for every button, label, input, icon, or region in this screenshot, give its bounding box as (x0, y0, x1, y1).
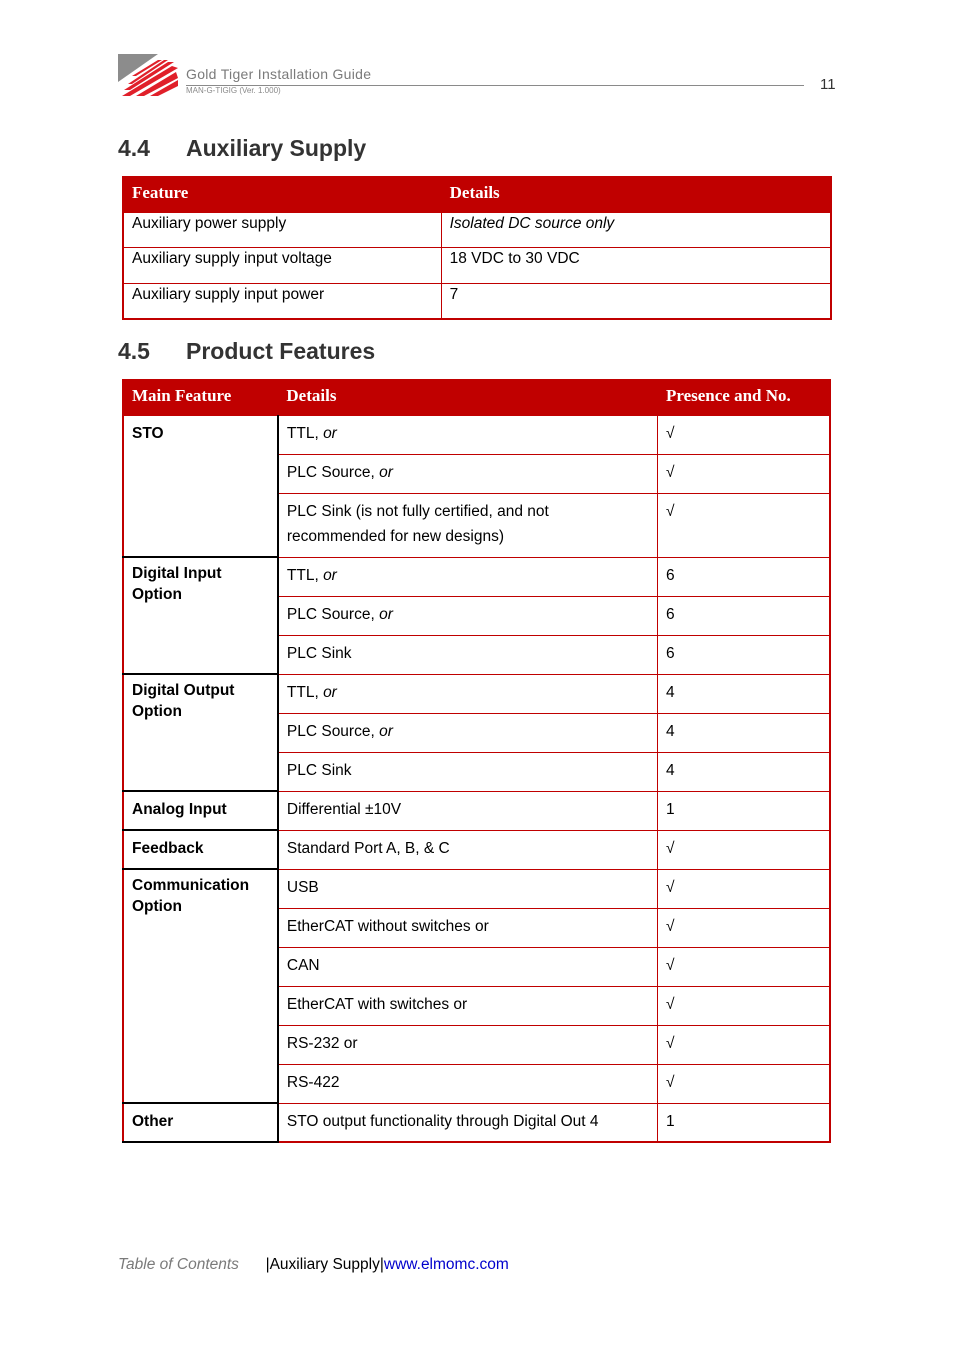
details-cell (278, 713, 658, 752)
table-header-row (123, 380, 830, 415)
details-cell: RS-422 (278, 1064, 658, 1103)
column-header-presence: Presence and No. (657, 380, 830, 415)
main-feature-cell: Analog Input (123, 791, 278, 830)
table-row (123, 415, 830, 454)
column-header-main-feature: Main Feature (123, 380, 278, 415)
page-number: 11 (820, 76, 836, 93)
detail-emphasis: or (379, 722, 393, 740)
presence-cell: √ (657, 869, 830, 908)
website-link[interactable]: www.elmomc.com (383, 1256, 509, 1273)
page-footer (118, 1256, 509, 1274)
presence-cell: √ (657, 415, 830, 454)
column-header-details: Details (278, 380, 658, 415)
presence-cell: 6 (657, 557, 830, 596)
page-header (0, 0, 954, 110)
details-cell: 7 (441, 283, 831, 319)
detail-emphasis: or (323, 683, 337, 701)
details-cell: PLC Sink (278, 635, 658, 674)
detail-text: TTL, (286, 566, 324, 584)
table-header-row (123, 177, 831, 212)
section-number: 4.5 (118, 338, 150, 364)
detail-text: TTL, (286, 424, 324, 442)
details-cell: Differential ±10V (278, 791, 658, 830)
details-cell: Isolated DC source only (441, 212, 831, 248)
elmo-logo-icon (118, 54, 178, 96)
section-number: 4.4 (118, 135, 150, 161)
details-cell (278, 454, 658, 493)
main-feature-cell: Digital Output Option (123, 674, 278, 791)
section-title: Auxiliary Supply (186, 135, 367, 161)
section-heading-product-features (118, 338, 375, 365)
details-cell (278, 415, 658, 454)
document-code: MAN-G-TIGIG (Ver. 1.000) (186, 86, 281, 95)
table-row (123, 674, 830, 713)
details-cell: CAN (278, 947, 658, 986)
presence-cell: √ (657, 908, 830, 947)
feature-cell: Auxiliary supply input power (123, 283, 441, 319)
details-cell: EtherCAT without switches or (278, 908, 658, 947)
table-row (123, 1103, 830, 1142)
details-cell: EtherCAT with switches or (278, 986, 658, 1025)
detail-text: PLC Source, (286, 722, 380, 740)
detail-emphasis: or (323, 566, 337, 584)
presence-cell: 4 (657, 674, 830, 713)
table-row (123, 869, 830, 908)
main-feature-cell: STO (123, 415, 278, 557)
footer-separator: | (265, 1256, 270, 1273)
details-cell: Standard Port A, B, & C (278, 830, 658, 869)
column-header-details: Details (441, 177, 831, 212)
detail-text: TTL, (286, 683, 324, 701)
footer-current-section: Auxiliary Supply (269, 1256, 380, 1273)
details-cell: RS-232 or (278, 1025, 658, 1064)
presence-cell: √ (657, 830, 830, 869)
details-cell: PLC Sink (278, 752, 658, 791)
main-feature-cell: Feedback (123, 830, 278, 869)
presence-cell: √ (657, 493, 830, 557)
detail-emphasis: or (379, 605, 393, 623)
presence-cell: √ (657, 1064, 830, 1103)
auxiliary-supply-table (122, 176, 832, 320)
details-cell (278, 596, 658, 635)
details-cell: STO output functionality through Digital Out 4 (278, 1103, 658, 1142)
feature-cell: Auxiliary power supply (123, 212, 441, 248)
section-title: Product Features (186, 338, 376, 364)
footer-separator: | (379, 1256, 384, 1273)
presence-cell: √ (657, 454, 830, 493)
table-row (123, 830, 830, 869)
presence-cell: 1 (657, 791, 830, 830)
presence-cell: 6 (657, 596, 830, 635)
table-row (123, 791, 830, 830)
table-row (123, 248, 831, 284)
section-heading-auxiliary-supply (118, 135, 366, 162)
presence-cell: 4 (657, 713, 830, 752)
table-row (123, 283, 831, 319)
presence-cell: √ (657, 1025, 830, 1064)
column-header-feature: Feature (123, 177, 441, 212)
presence-cell: √ (657, 947, 830, 986)
details-cell: PLC Sink (is not fully certified, and not recommended for new designs) (278, 493, 658, 557)
document-title: Gold Tiger Installation Guide (186, 66, 372, 82)
table-row (123, 212, 831, 248)
details-cell (278, 674, 658, 713)
detail-emphasis: or (379, 463, 393, 481)
presence-cell: 4 (657, 752, 830, 791)
details-cell: 18 VDC to 30 VDC (441, 248, 831, 284)
details-cell (278, 557, 658, 596)
main-feature-cell: Other (123, 1103, 278, 1142)
presence-cell: 1 (657, 1103, 830, 1142)
table-of-contents-link[interactable]: Table of Contents (118, 1256, 239, 1273)
main-feature-cell: Communication Option (123, 869, 278, 1103)
detail-text: PLC Source, (286, 463, 380, 481)
main-feature-cell: Digital Input Option (123, 557, 278, 674)
table-row (123, 557, 830, 596)
presence-cell: √ (657, 986, 830, 1025)
details-cell: USB (278, 869, 658, 908)
feature-cell: Auxiliary supply input voltage (123, 248, 441, 284)
presence-cell: 6 (657, 635, 830, 674)
product-features-table (122, 379, 831, 1143)
detail-emphasis: or (323, 424, 337, 442)
detail-text: PLC Source, (286, 605, 380, 623)
